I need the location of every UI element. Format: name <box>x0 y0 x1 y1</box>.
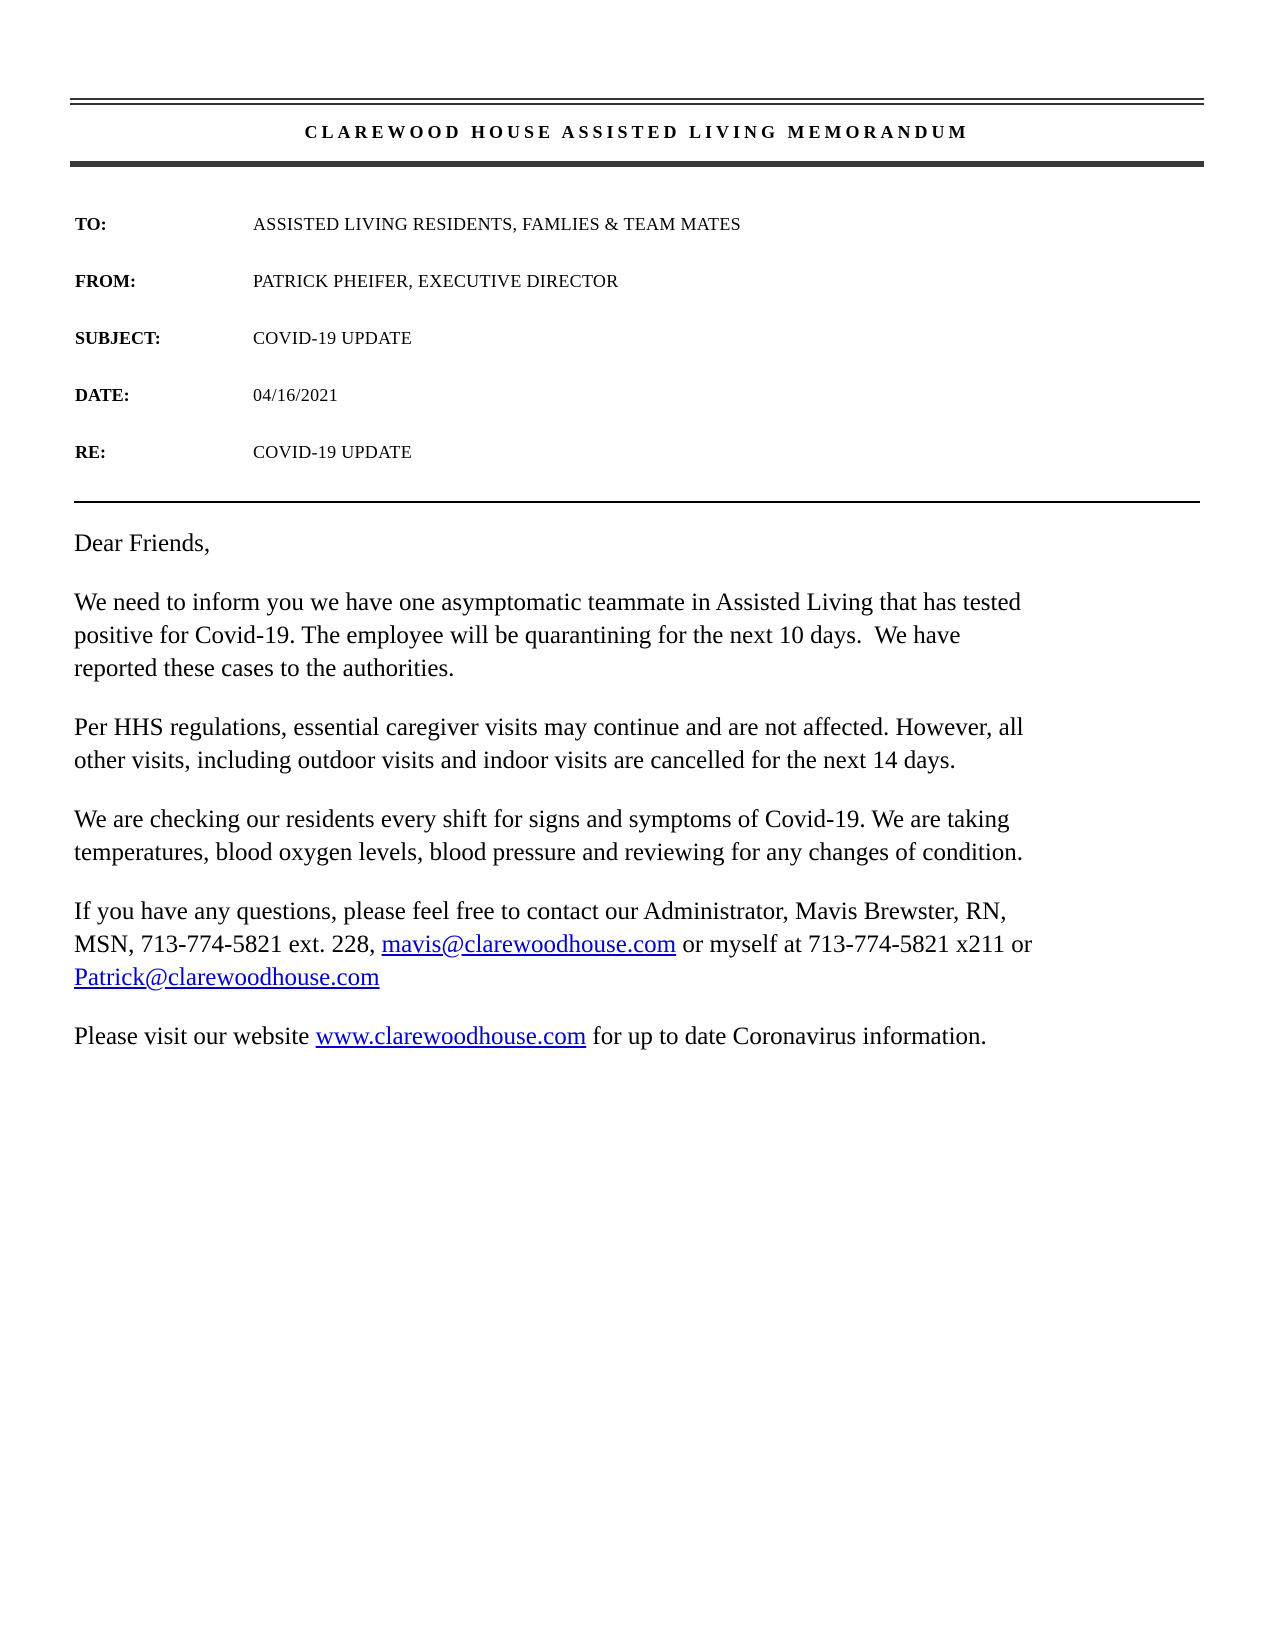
paragraph-4-line-2-start: MSN, 713-774-5821 ext. 228, <box>74 931 382 958</box>
date-label: DATE: <box>75 385 130 405</box>
from-value: PATRICK PHEIFER, EXECUTIVE DIRECTOR <box>253 271 619 291</box>
date-value: 04/16/2021 <box>253 385 339 405</box>
header-top-rule-secondary <box>70 103 1204 105</box>
to-label: TO: <box>75 214 107 234</box>
header-top-rule <box>70 98 1204 100</box>
paragraph-3 <box>74 803 1204 869</box>
memo-title: CLAREWOOD HOUSE ASSISTED LIVING MEMORANDUM <box>304 122 970 142</box>
paragraph-4-line-1: If you have any questions, please feel free to contact our Administrator, Mavis Brewster, RN, <box>74 898 1007 925</box>
paragraph-5-start: Please visit our website <box>74 1023 316 1050</box>
paragraph-4-line-2-end: or myself at 713-774-5821 x211 or <box>676 931 1033 958</box>
paragraph-1-line-3: reported these cases to the authorities. <box>74 655 455 682</box>
website-link[interactable]: www.clarewoodhouse.com <box>315 1023 587 1050</box>
re-value: COVID-19 UPDATE <box>253 442 412 462</box>
header-bottom-rule <box>70 161 1204 167</box>
paragraph-4-line-2 <box>74 928 1204 961</box>
to-value: ASSISTED LIVING RESIDENTS, FAMLIES & TEAM MATES <box>253 214 741 234</box>
header-separator <box>74 501 1200 503</box>
mavis-email-link[interactable]: mavis@clarewoodhouse.com <box>381 931 677 958</box>
paragraph-4-line-3 <box>74 961 1204 994</box>
paragraph-4 <box>74 895 1204 994</box>
paragraph-2 <box>74 711 1204 777</box>
paragraph-1 <box>74 586 1204 685</box>
paragraph-5-end: for up to date Coronavirus information. <box>586 1023 987 1050</box>
patrick-email-link[interactable]: Patrick@clarewoodhouse.com <box>74 964 380 991</box>
subject-label: SUBJECT: <box>75 328 161 348</box>
paragraph-1-line-1: We need to inform you we have one asymptomatic teammate in Assisted Living that has tested <box>74 589 1022 616</box>
re-label: RE: <box>75 442 106 462</box>
paragraph-1-line-2: positive for Covid-19. The employee will be quarantining for the next 10 days. We have <box>74 622 961 649</box>
paragraph-5 <box>74 1020 1204 1053</box>
from-label: FROM: <box>75 271 136 291</box>
paragraph-2-line-1: Per HHS regulations, essential caregiver visits may continue and are not affected. However, all <box>74 714 1024 741</box>
paragraph-2-line-2: other visits, including outdoor visits and indoor visits are cancelled for the next 14 days. <box>74 747 956 774</box>
paragraph-3-line-2: temperatures, blood oxygen levels, blood pressure and reviewing for any changes of condition. <box>74 839 1024 866</box>
paragraph-3-line-1: We are checking our residents every shift for signs and symptoms of Covid-19. We are taking <box>74 806 1010 833</box>
greeting: Dear Friends, <box>74 530 211 557</box>
subject-value: COVID-19 UPDATE <box>253 328 412 348</box>
